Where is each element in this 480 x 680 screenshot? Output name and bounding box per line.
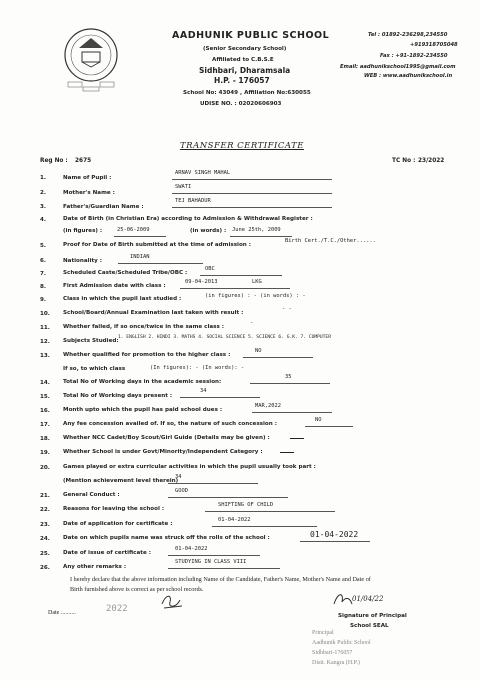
seal-line-1: Principal xyxy=(312,630,334,636)
certificate-title: TRANSFER CERTIFICATE xyxy=(180,141,304,151)
reg-number: 2675 xyxy=(75,158,92,164)
field-19-no: 19. xyxy=(40,450,50,456)
field-15-label: Total No of Working days present : xyxy=(63,393,173,399)
promotion: NO xyxy=(255,348,262,354)
admission-date: 09-04-2013 xyxy=(185,279,218,285)
field-6-no: 6. xyxy=(40,258,47,264)
field-23-no: 23. xyxy=(40,522,50,528)
dob-figures: 25-06-2009 xyxy=(117,227,150,233)
field-25-no: 25. xyxy=(40,551,50,557)
field-9-no: 9. xyxy=(40,297,47,303)
tc-number: 23/2022 xyxy=(418,158,445,164)
school-name: AADHUNIK PUBLIC SCHOOL xyxy=(172,30,330,41)
failed: - xyxy=(250,320,254,326)
field-20-label: Games played or extra curricular activities in which the pupil usually took part : xyxy=(63,464,316,470)
field-11-label: Whether failed, if so once/twice in the same class : xyxy=(63,324,224,330)
conduct: GOOD xyxy=(175,488,188,494)
field-12-label: Subjects Studied: xyxy=(63,338,119,344)
field-12-no: 12. xyxy=(40,339,50,345)
field-24-no: 24. xyxy=(40,536,50,542)
field-8-no: 8. xyxy=(40,284,47,290)
remarks: STUDYING IN CLASS VIII xyxy=(175,559,247,565)
dob-proof: Birth Cert./T.C./Other...... xyxy=(285,238,376,244)
seal-label: School SEAL xyxy=(350,623,389,629)
struck-off-date: 01-04-2022 xyxy=(310,530,359,539)
field-26-label: Any other remarks : xyxy=(63,564,127,570)
field-24-label: Date on which pupils name was struck off the rolls of the school : xyxy=(63,535,270,541)
field-5-label: Proof for Date of Birth submitted at the time of admission : xyxy=(63,242,251,248)
fax: Fax : +91-1892-234550 xyxy=(380,53,448,59)
field-3-no: 3. xyxy=(40,204,47,210)
days-present: 34 xyxy=(200,388,207,394)
field-26-no: 26. xyxy=(40,565,50,571)
field-16-label: Month upto which the pupil has paid school dues : xyxy=(63,407,223,413)
field-14-label: Total No of Working days in the academic session: xyxy=(63,379,222,385)
father-name: TEJ BAHADUR xyxy=(175,198,211,204)
field-17-no: 17. xyxy=(40,422,50,428)
website: WEB : www.aadhunikschool.in xyxy=(364,73,453,79)
field-21-label: General Conduct : xyxy=(63,492,120,498)
declaration-line-2: Birth furnished above is correct as per school records. xyxy=(70,586,204,593)
field-2-no: 2. xyxy=(40,190,47,196)
field-18-label: Whether NCC Cadet/Boy Scout/Girl Guide (Details may be given) : xyxy=(63,435,270,441)
field-7-label: Scheduled Caste/Scheduled Tribe/OBC : xyxy=(63,270,188,276)
field-19-label: Whether School is under Govt/Minority/Independent Category : xyxy=(63,449,263,455)
field-20-sub: (Mention achievement level therein) xyxy=(63,478,179,484)
school-pin: H.P. - 176057 xyxy=(214,76,270,85)
subjects: 1. ENGLISH 2. HINDI 3. MATHS 4. SOCIAL SCIENCE 5. SCIENCE 6. G.K. 7. COMPUTER xyxy=(118,335,331,340)
category: OBC xyxy=(205,266,215,272)
pupil-name: ARNAV SINGH MAHAL xyxy=(175,170,231,176)
field-1-label: Name of Pupil : xyxy=(63,175,112,181)
field-13-label: Whether qualified for promotion to the higher class : xyxy=(63,352,231,358)
field-5-no: 5. xyxy=(40,243,47,249)
principal-label: Signature of Principal xyxy=(338,613,407,619)
application-date: 01-04-2022 xyxy=(218,517,251,523)
admission-class: LKG xyxy=(252,279,262,285)
issue-date: 01-04-2022 xyxy=(175,546,208,552)
activities: 34 xyxy=(175,474,182,480)
date-value: 2022 xyxy=(106,604,128,614)
udise-number: UDISE NO. : 02020606903 xyxy=(200,101,282,107)
field-20-no: 20. xyxy=(40,465,50,471)
dob-figures-label: (in figures) : xyxy=(63,228,103,234)
telephone: Tel : 01892-236298,234550 xyxy=(368,32,448,38)
leaving-reason: SHIFTING OF CHILD xyxy=(218,502,274,508)
field-22-label: Reasons for leaving the school : xyxy=(63,506,165,512)
field-11-no: 11. xyxy=(40,325,50,331)
working-days: 35 xyxy=(285,374,292,380)
field-10-label: School/Board/Annual Examination last taken with result : xyxy=(63,310,244,316)
field-13b-label: If so, to which class xyxy=(63,366,126,372)
last-class: (in figures) : - (in words) : - xyxy=(205,293,306,299)
field-22-no: 22. xyxy=(40,507,50,513)
field-4-no: 4. xyxy=(40,217,47,223)
nationality: INDIAN xyxy=(130,254,150,260)
student-signature xyxy=(158,590,188,612)
seal-line-2: Aadhunik Public School xyxy=(312,640,371,646)
reg-label: Reg No : xyxy=(40,158,68,164)
field-4-label: Date of Birth (in Christian Era) according to Admission & Withdrawal Register : xyxy=(63,216,313,222)
dob-words-label: (in words) : xyxy=(190,228,227,234)
seal-line-4: Distt. Kangra (H.P.) xyxy=(312,660,360,666)
dob-words: June 25th, 2009 xyxy=(232,227,281,233)
fee-concession: NO xyxy=(315,417,322,423)
field-18-no: 18. xyxy=(40,436,50,442)
dues-paid: MAR,2022 xyxy=(255,403,281,409)
promotion-class: (In figures): - (In words): - xyxy=(150,365,245,371)
field-10-no: 10. xyxy=(40,311,50,317)
school-subtitle: (Senior Secondary School) xyxy=(203,46,287,52)
declaration-line-1: I hereby declare that the above information including Name of the Candidate, Father's Name, Mother's Name and Date of xyxy=(70,576,371,583)
telephone-2: +919318705048 xyxy=(410,42,458,48)
school-number: School No: 43049 , Affiliation No:630055 xyxy=(183,90,311,96)
field-13-no: 13. xyxy=(40,353,50,359)
date-label: Date .......... xyxy=(48,610,76,616)
school-affiliation: Affiliated to C.B.S.E xyxy=(212,57,274,63)
field-16-no: 16. xyxy=(40,408,50,414)
field-9-label: Class in which the pupil last studied : xyxy=(63,296,182,302)
field-23-label: Date of application for certificate : xyxy=(63,521,173,527)
principal-signature-date: 01/04/22 xyxy=(352,595,384,603)
school-logo xyxy=(60,26,122,92)
field-15-no: 15. xyxy=(40,394,50,400)
field-17-label: Any fee concession availed of. If so, the nature of such concession : xyxy=(63,421,277,427)
last-exam: - - xyxy=(282,306,292,312)
field-7-no: 7. xyxy=(40,271,47,277)
field-1-no: 1. xyxy=(40,175,47,181)
mother-name: SWATI xyxy=(175,184,192,190)
school-address: Sidhbari, Dharamsala xyxy=(199,66,291,75)
email: Email: aadhunikschool1995@gmail.com xyxy=(340,64,456,70)
field-3-label: Father's/Guardian Name : xyxy=(63,204,144,210)
tc-label: TC No : xyxy=(392,158,416,164)
field-25-label: Date of issue of certificate : xyxy=(63,550,151,556)
field-6-label: Nationality : xyxy=(63,258,102,264)
field-2-label: Mother's Name : xyxy=(63,190,115,196)
field-8-label: First Admission date with class : xyxy=(63,283,166,289)
field-14-no: 14. xyxy=(40,380,50,386)
seal-line-3: Sidhbari-176057 xyxy=(312,650,353,656)
field-21-no: 21. xyxy=(40,493,50,499)
